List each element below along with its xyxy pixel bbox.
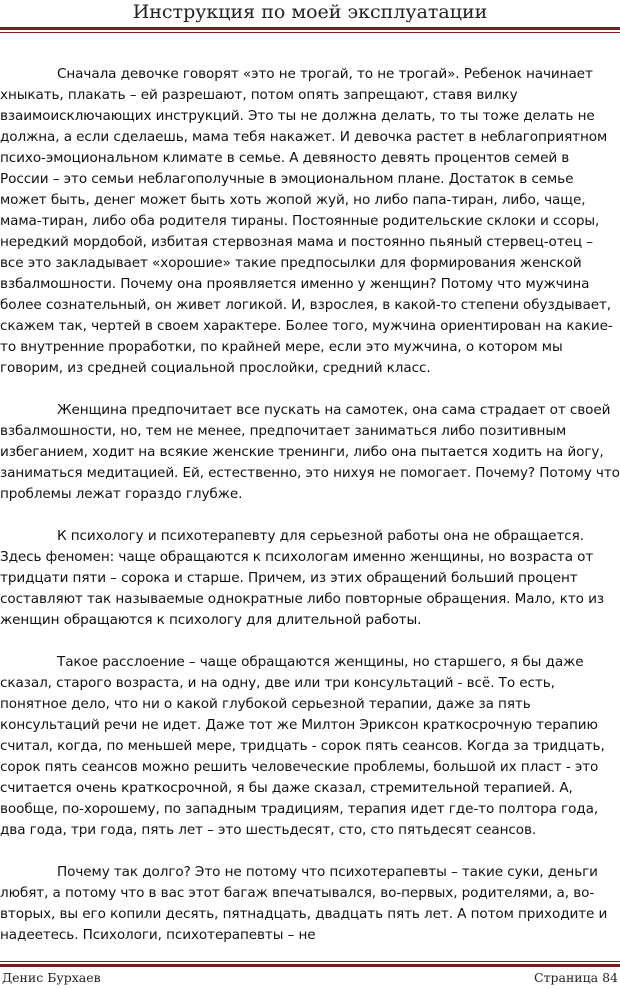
paragraph-3: К психологу и психотерапевту для серьезной работы она не обращается. Здесь феномен: чаще обращаются к психологам именно женщины, но возраста от тридцати пяти – сорока и старше. Причем, из этих обращений больший процент составляют так называемые однократные либо повторные обращения. Мало, кто из женщин обращаются к психологу для длительной работы. <box>0 528 604 628</box>
header-rule-thick <box>0 27 620 30</box>
footer-author: Денис Бурхаев <box>2 970 101 985</box>
paragraph-1: Сначала девочке говорят «это не трогай, то не трогай». Ребенок начинает хныкать, плакать – ей разрешают, потом опять запрещают, ставя вилку взаимоисключающих инструкций. Это ты не должна делать, то ты тоже делать не должна, а если сделаешь, мама тебя накажет. И девочка растет в неблагоприятном психо-эмоциональном климате в семье. А девяносто девять процентов семей в России – это семьи неблагополучные в эмоциональном плане. Достаток в семье может быть, денег может быть хоть жопой жуй, но либо папа-тиран, либо, чаще, мама-тиран, либо оба родителя тираны. Постоянные родительские склоки и ссоры, нередкий мордобой, избитая стервозная мама и постоянно пьяный стервец-отец – все это закладывает «хорошие» такие предпосылки для формирования женской взбалмошности. Почему она проявляется именно у женщин? Потому что мужчина более сознательный, он живет логикой. И, взрослея, в какой-то степени обуздывает, скажем так, чертей в своем характере. Более того, мужчина ориентирован на какие-то внутренние проработки, по крайней мере, если это мужчина, о котором мы говорим, из средней социальной прослойки, средний класс. <box>0 66 613 376</box>
header-rule-thin <box>0 32 620 33</box>
footer-rule-thick <box>0 964 620 967</box>
page-body <box>0 64 620 967</box>
footer-rule-thin <box>0 961 620 962</box>
paragraph-4: Такое расслоение – чаще обращаются женщины, но старшего, я бы даже сказал, старого возраста, и на одну, две или три консультаций - всё. То есть, понятное дело, что ни о какой глубокой серьезной терапии, даже за пять консультаций речи не идет. Даже тот же Милтон Эриксон краткосрочную терапию считал, когда, по меньшей мере, тридцать - сорок пять сеансов. Когда за тридцать, сорок пять сеансов можно решить человеческие проблемы, большой их пласт - это считается очень краткосрочной, я бы даже сказал, стремительной терапией. А, вообще, по-хорошему, по западным традициям, терапия идет где-то полтора года, два года, три года, пять лет – это шестьдесят, сто, сто пятьдесят сеансов. <box>0 654 605 838</box>
footer-page-number: Страница 84 <box>534 970 618 985</box>
page-header-title: Инструкция по моей эксплуатации <box>132 1 488 23</box>
paragraph-5: Почему так долго? Это не потому что психотерапевты – такие суки, деньги любят, а потому что в вас этот багаж впечатывался, во-первых, родителями, а, во-вторых, вы его копили десять, пятнадцать, двадцать пять лет. А потом приходите и надеетесь. Психологи, психотерапевты – не <box>0 864 608 943</box>
paragraph-2: Женщина предпочитает все пускать на самотек, она сама страдает от своей взбалмошности, но, тем не менее, предпочитает заниматься либо позитивным избеганием, ходит на всякие женские тренинги, либо она пытается ходить на йогу, заниматься медитацией. Ей, естественно, это нихуя не помогает. Почему? Потому что проблемы лежат гораздо глубже. <box>0 402 620 502</box>
